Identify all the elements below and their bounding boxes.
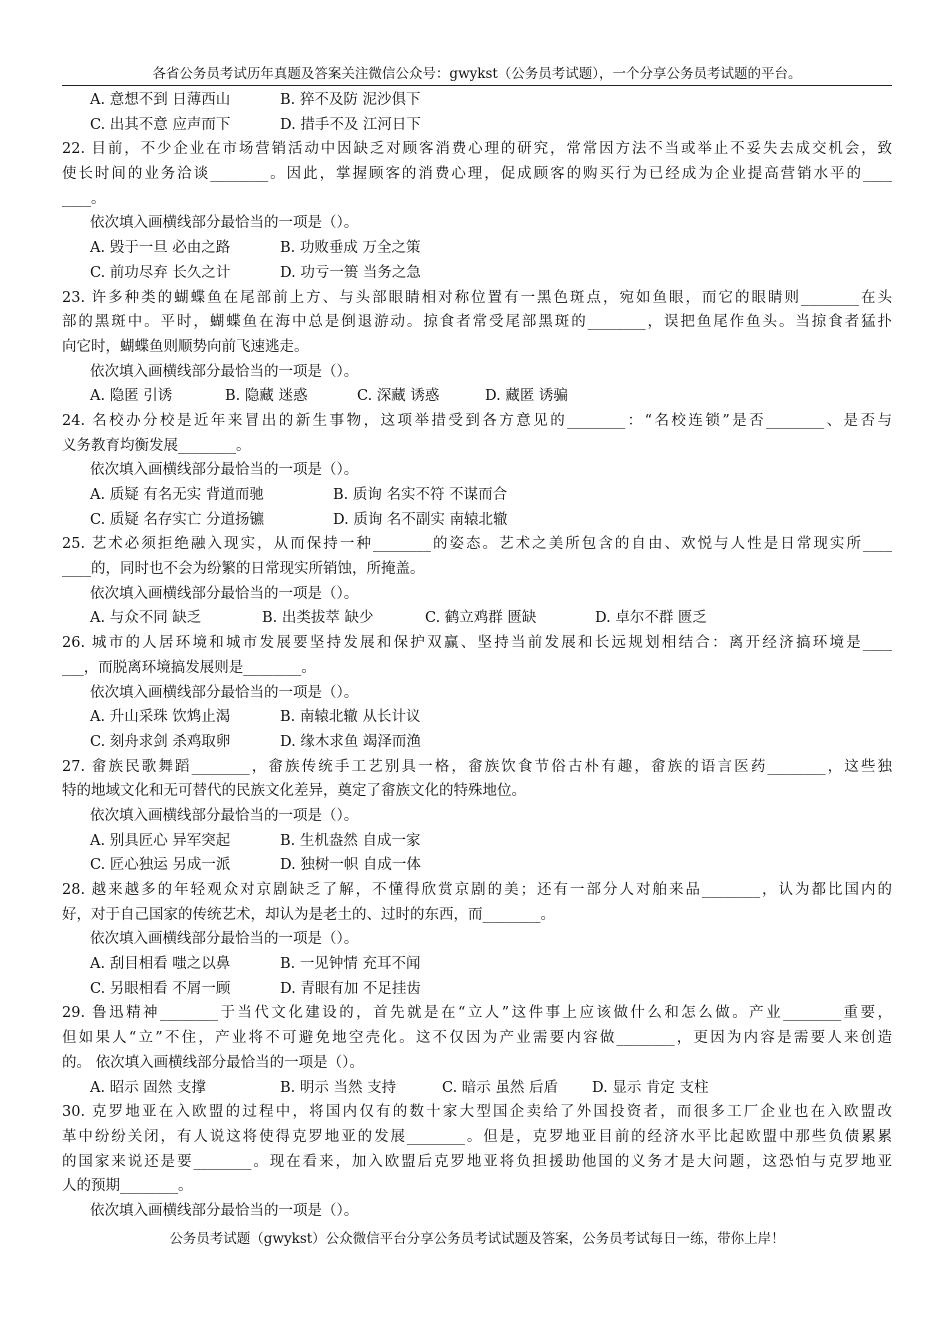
q25-option-b: B. 出类拔萃 缺少: [262, 610, 374, 627]
q28-option-c: C. 另眼相看 不屑一顾: [90, 980, 231, 997]
q27-text-line2: 特的地域文化和无可替代的民族文化差异，奠定了畲族文化的特殊地位。: [62, 783, 526, 800]
q27-option-c: C. 匠心独运 另成一派: [90, 857, 231, 874]
document-body: [62, 88, 892, 1224]
q26-options-row1: [62, 705, 892, 730]
q21-option-c: C. 出其不意 应声而下: [90, 116, 231, 133]
q24-text-line1: 24. 名校办分校是近年来冒出的新生事物，这项举措受到各方意见的________：“名校连锁”是否________、是否与: [62, 412, 892, 429]
page-header: 各省公务员考试历年真题及答案关注微信公众号：gwykst（公务员考试题），一个分享公务员考试题的平台。: [152, 66, 802, 82]
q27-option-d: D. 独树一帜 自成一体: [280, 857, 421, 874]
q22-text-line2: 使长时间的业务洽谈________。因此，掌握顾客的消费心理，促成顾客的购买行为已经成为企业提高营销水平的____: [62, 166, 892, 183]
q23-prompt: 依次填入画横线部分最恰当的一项是（）。: [90, 363, 359, 380]
q28-option-a: A. 刮目相看 嗤之以鼻: [90, 956, 231, 973]
q26-option-b: B. 南辕北辙 从长计议: [280, 709, 421, 726]
q27-text-line1: 27. 畲族民歌舞蹈________，畲族传统手工艺别具一格，畲族饮食节俗古朴有趣，畲族的语言医药________，这些独: [62, 758, 892, 775]
q26-prompt: 依次填入画横线部分最恰当的一项是（）。: [90, 684, 359, 701]
q21-options-row2: [62, 113, 892, 138]
header-rule: [62, 85, 892, 86]
q28-options-row1: [62, 952, 892, 977]
q25-text-line1: 25. 艺术必须拒绝融入现实，从而保持一种________的姿态。艺术之美所包含的自由、欢悦与人性是日常现实所____: [62, 536, 892, 553]
q26-text-line1: 26. 城市的人居环境和城市发展要坚持发展和保护双赢、坚持当前发展和长远规划相结合：离开经济搞环境是____: [62, 635, 892, 652]
q28-text-line1: 28. 越来越多的年轻观众对京剧缺乏了解，不懂得欣赏京剧的美；还有一部分人对舶来品________，认为都比国内的: [62, 882, 892, 898]
q27-options-row1: [62, 829, 892, 854]
q29-options: [62, 1076, 892, 1101]
q21-option-b: B. 猝不及防 泥沙俱下: [280, 92, 421, 108]
q29-option-c: C. 暗示 虽然 后盾: [442, 1079, 559, 1096]
q27-option-a: A. 别具匠心 异军突起: [90, 832, 231, 849]
q24-prompt: 依次填入画横线部分最恰当的一项是（）。: [90, 462, 359, 479]
q29-text-line1: 29. 鲁迅精神________于当代文化建设的，首先就是在“立人”这件事上应该做什么和怎么做。产业________重要，: [62, 1005, 892, 1022]
q30-text-line1: 30. 克罗地亚在入欧盟的过程中，将国内仅有的数十家大型国企卖给了外国投资者，而很多工厂企业也在入欧盟改: [62, 1104, 892, 1121]
q22-options-row1: [62, 236, 892, 261]
q26-option-c: C. 刻舟求剑 杀鸡取卵: [90, 733, 231, 750]
q29-option-d: D. 显示 肯定 支柱: [592, 1079, 709, 1096]
q30-prompt: 依次填入画横线部分最恰当的一项是（）。: [90, 1202, 359, 1219]
q21-option-d: D. 措手不及 江河日下: [280, 116, 421, 133]
q26-option-a: A. 升山采珠 饮鸩止渴: [90, 709, 231, 726]
q24-option-d: D. 质询 名不副实 南辕北辙: [333, 511, 508, 528]
q28-prompt: 依次填入画横线部分最恰当的一项是（）。: [90, 931, 359, 948]
q22-text-line1: 22. 目前，不少企业在市场营销活动中因缺乏对顾客消费心理的研究，常常因方法不当或举止不妥失去成交机会，致: [62, 141, 892, 158]
q23-text-line2: 部的黑斑中。平时，蝴蝶鱼在海中总是倒退游动。掠食者常受尾部黑斑的________，误把鱼尾作鱼头。当掠食者猛扑: [62, 314, 892, 331]
q25-text-line2: ____的，同时也不会为纷繁的日常现实所销蚀，所掩盖。: [62, 561, 425, 578]
q23-option-d: D. 藏匿 诱骗: [485, 388, 568, 405]
q25-option-c: C. 鹤立鸡群 匮缺: [425, 610, 537, 627]
q22-prompt: 依次填入画横线部分最恰当的一项是（）。: [90, 215, 359, 232]
q24-option-b: B. 质询 名实不符 不谋而合: [333, 487, 508, 503]
q23-option-a: A. 隐匿 引诱: [90, 388, 173, 405]
q27-options-row2: [62, 853, 892, 878]
q24-options-row2: [62, 508, 892, 533]
q28-option-b: B. 一见钟情 充耳不闻: [280, 956, 421, 973]
q24-options-row1: [62, 483, 892, 508]
q30-text-line4: 人的预期________。: [62, 1178, 193, 1195]
q22-options-row2: [62, 261, 892, 286]
q24-option-c: C. 质疑 名存实亡 分道扬镳: [90, 511, 265, 528]
q25-option-a: A. 与众不同 缺乏: [90, 610, 202, 627]
q23-text-line1: 23. 许多种类的蝴蝶鱼在尾部前上方、与头部眼睛相对称位置有一黑色斑点，宛如鱼眼，而它的眼睛则________在头: [62, 289, 892, 306]
q22-option-d: D. 功亏一篑 当务之急: [280, 264, 421, 281]
q25-option-d: D. 卓尔不群 匮乏: [595, 610, 707, 627]
q29-text-line3: 的。 依次填入画横线部分最恰当的一项是（）。: [62, 1054, 364, 1071]
page-footer: 公务员考试题（gwykst）公众微信平台分享公务员考试试题及答案，公务员考试每日一练，带你上岸！: [169, 1231, 785, 1247]
q28-option-d: D. 青眼有加 不足挂齿: [280, 980, 421, 997]
q26-options-row2: [62, 730, 892, 755]
q30-text-line3: 的国家来说还是要________。现在看来，加入欧盟后克罗地亚将负担援助他国的义务才是大问题，这恐怕与克罗地亚: [62, 1153, 892, 1170]
q30-text-line2: 革中纷纷关闭，有人说这将使得克罗地亚的发展________。但是，克罗地亚目前的经济水平比起欧盟中那些负债累累: [62, 1128, 892, 1145]
q24-text-line2: 义务教育均衡发展________。: [62, 437, 251, 454]
q25-prompt: 依次填入画横线部分最恰当的一项是（）。: [90, 585, 359, 602]
q26-option-d: D. 缘木求鱼 竭泽而渔: [280, 733, 421, 750]
q29-option-a: A. 昭示 固然 支撑: [90, 1079, 206, 1096]
q22-option-a: A. 毁于一旦 必由之路: [90, 240, 231, 257]
q27-option-b: B. 生机盎然 自成一家: [280, 832, 421, 849]
q24-option-a: A. 质疑 有名无实 背道而驰: [90, 487, 264, 503]
q28-text-line2: 好，对于自己国家的传统艺术，却认为是老土的、过时的东西，而________。: [62, 906, 555, 923]
q23-text-line3: 向它时，蝴蝶鱼则顺势向前飞速逃走。: [62, 338, 309, 355]
q22-option-b: B. 功败垂成 万全之策: [280, 240, 421, 257]
q22-option-c: C. 前功尽弃 长久之计: [90, 264, 231, 281]
q27-prompt: 依次填入画横线部分最恰当的一项是（）。: [90, 807, 359, 824]
q23-option-c: C. 深藏 诱惑: [357, 388, 440, 405]
q29-option-b: B. 明示 当然 支持: [280, 1079, 397, 1096]
q29-text-line2: 但如果人“立”不住，产业将不可避免地空壳化。这不仅因为产业需要内容做________，更因为内容是需要人来创造: [62, 1030, 892, 1047]
q23-option-b: B. 隐藏 迷惑: [225, 388, 308, 405]
q23-options: [62, 384, 892, 409]
q25-options: [62, 606, 892, 631]
q26-text-line2: ___，而脱离环境搞发展则是________。: [62, 659, 316, 676]
q21-option-a: A. 意想不到 日薄西山: [90, 92, 231, 108]
q21-options-row1: [62, 88, 892, 113]
q28-options-row2: [62, 977, 892, 1002]
q22-text-line3: ____。: [62, 190, 106, 207]
